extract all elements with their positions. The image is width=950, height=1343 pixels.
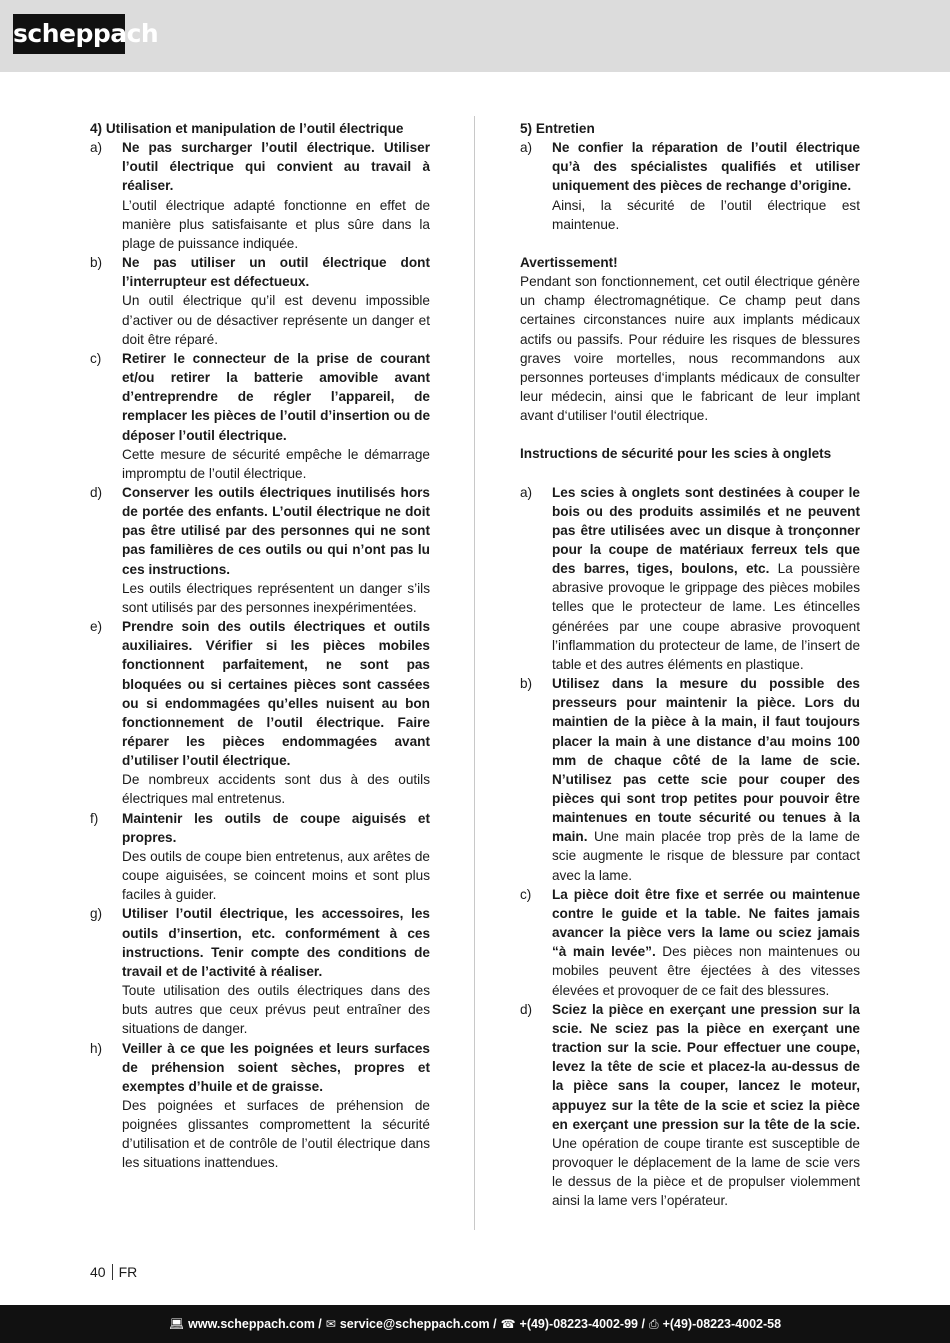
item-bold-text: Ne pas utiliser un outil électrique dont l’interrupteur est défectueux. <box>122 255 430 290</box>
footer-phone[interactable]: +(49)-08223-4002-99 / <box>519 1317 645 1331</box>
section-heading-saw: Instructions de sécurité pour les scies à onglets <box>520 446 832 462</box>
page-number-separator <box>112 1264 113 1280</box>
item-label: g) <box>90 906 103 922</box>
section-heading-maintenance: 5) Entretien <box>520 121 595 136</box>
list-item <box>90 1039 430 1173</box>
page-number-value: 40 <box>90 1264 106 1280</box>
list-item <box>90 617 430 809</box>
item-text: Un outil électrique qu’il est devenu impossible d’activer ou de désactiver représente un danger et doit être réparé. <box>122 293 430 347</box>
list-item <box>90 904 430 1038</box>
item-text: La poussière abrasive provoque le grippage des pièces mobiles telles que le protecteur de lame. Les étincelles générées par une coupe abrasive provoquent l’inflammation du protecteur de lame, de l’insert de table et des autres éléments en plastique. <box>552 561 861 672</box>
column-divider <box>474 116 475 1230</box>
item-label: b) <box>520 676 533 692</box>
item-bold-text: Retirer le connecteur de la prise de courant et/ou retirer la batterie amovible avant d’entreprendre de régler l’appareil, de remplacer les pièces de l’outil d’insertion ou de déposer l’outil électrique. <box>122 350 430 443</box>
item-label: a) <box>520 484 533 500</box>
page-number <box>90 1264 137 1280</box>
item-bold-text: Utilisez dans la mesure du possible des presseurs pour maintenir la pièce. Lors du maintien de la pièce à la main, il faut toujours placer la main à une distance d’au moins 100 mm de chaque côté de la lame de scie. N’utilisez pas cette scie pour couper des pièces qui sont trop petites pour pouvoir être maintenues en toute sécurité ou tenues à la main. <box>552 676 860 845</box>
item-text: Les outils électriques représentent un danger s’ils sont utilisés par des personnes inexpérimentées. <box>122 580 430 615</box>
item-bold-text: Veiller à ce que les poignées et leurs surfaces de préhension soient sèches, propres et exemptes d’huile et de graisse. <box>122 1040 430 1094</box>
item-bold-text: Ne pas surcharger l’outil électrique. Utiliser l’outil électrique qui convient au travail à réaliser. <box>122 140 430 194</box>
list-item <box>520 885 860 1000</box>
item-text: Des pièces non maintenues ou mobiles peuvent être éjectées à des vitesses élevées et provoquer de ce fait des blessures. <box>552 944 861 998</box>
footer-fax[interactable]: +(49)-08223-4002-58 <box>662 1317 782 1331</box>
item-bold-text: Prendre soin des outils électriques et outils auxiliaires. Vérifier si les pièces mobiles fonctionnent parfaitement, ne sont pas bloquées ou si certaines pièces sont cassées ou si endommagées qu’elles nuisent au bon fonctionnement de l’outil électrique. Faire réparer les pièces endommagées avant d’utiliser l’outil électrique. <box>122 619 430 769</box>
item-text: Toute utilisation des outils électriques dans des buts autres que ceux prévus peut entraîner des situations de danger. <box>122 983 430 1037</box>
section-heading-usage: 4) Utilisation et manipulation de l’outil électrique <box>90 121 404 136</box>
list-item <box>520 1000 860 1211</box>
item-label: e) <box>90 619 103 635</box>
item-label: a) <box>520 140 533 156</box>
list-item <box>90 809 430 905</box>
phone-icon: ☎︎ <box>500 1317 516 1331</box>
item-bold-text: La pièce doit être fixe et serrée ou maintenue contre le guide et la table. Ne faites jamais avancer la pièce vers la lame ou sciez jamais “à main levée”. <box>552 886 860 960</box>
item-label: h) <box>90 1040 103 1056</box>
item-bold-text: Conserver les outils électriques inutilisés hors de portée des enfants. L’outil électrique ne doit pas être utilisé par des personnes qui ne sont pas familières de ces outils ou qui n’ont pas lu ces instructions. <box>122 484 430 577</box>
item-text: Des outils de coupe bien entretenus, aux arêtes de coupe aiguisées, se coincent moins et sont plus faciles à guider. <box>122 848 430 903</box>
item-text: Une opération de coupe tirante est susceptible de provoquer le déplacement de la lame de scie vers le dessus de la pièce et de propulser violemment ainsi la lame vers l’opérateur. <box>552 1135 860 1209</box>
item-text: Une main placée trop près de la lame de scie augmente le risque de blessure par contact avec la lame. <box>552 829 860 883</box>
list-item <box>90 483 430 617</box>
warning-title: Avertissement! <box>520 254 618 270</box>
item-text: Des poignées et surfaces de préhension de poignées glissantes compromettent la sécurité d’utilisation et de contrôle de l’outil électrique dans les situations inattendues. <box>122 1097 430 1171</box>
list-item <box>520 483 860 675</box>
footer-email[interactable]: service@scheppach.com / <box>339 1317 497 1331</box>
item-label: c) <box>90 350 102 366</box>
item-bold-text: Ne confier la réparation de l’outil électrique qu’à des spécialistes qualifiés et utiliser uniquement des pièces de rechange d’origine. <box>552 140 860 194</box>
language-code: FR <box>118 1264 138 1280</box>
right-column <box>520 119 860 1210</box>
list-item <box>90 138 430 253</box>
item-label: d) <box>520 1001 533 1017</box>
item-bold-text: Sciez la pièce en exerçant une pression sur la scie. Ne sciez pas la pièce en exerçant une traction sur la scie. Pour effectuer une coupe, levez la tête de scie et placez-la au-dessus de la pièce sans la couper, lancez le moteur, appuyez sur la tête de la scie et sciez la pièce en exerçant une pression sur la tête de la scie. <box>552 1001 860 1132</box>
left-column <box>90 119 430 1173</box>
item-bold-text: Maintenir les outils de coupe aiguisés et propres. <box>122 810 430 845</box>
item-label: d) <box>90 484 103 500</box>
item-bold-text: Utiliser l’outil électrique, les accessoires, les outils d’insertion, etc. conformément à ces instructions. Tenir compte des conditions de travail et de l’activité à réaliser. <box>122 906 430 979</box>
envelope-icon: ✉︎ <box>325 1317 336 1331</box>
item-text: Ainsi, la sécurité de l’outil électrique est maintenue. <box>552 197 860 232</box>
footer-website[interactable]: www.scheppach.com / <box>188 1317 322 1331</box>
computer-icon: 💻︎ <box>168 1317 185 1331</box>
item-text: Cette mesure de sécurité empêche le démarrage impromptu de l’outil électrique. <box>122 446 430 481</box>
warning-text: Pendant son fonctionnement, cet outil électrique génère un champ électromagnétique. Ce champ peut dans certaines circonstances nuire aux implants médicaux actifs ou passifs. Pour réduire les risques de blessures graves voire mortelles, nous recommandons aux personnes porteuses d‘implants médicaux de consulter leur médecin, ainsi que le fabricant de leur implant avant d‘utiliser l‘outil électrique. <box>520 274 860 424</box>
brand-logo: scheppach <box>13 14 125 54</box>
fax-icon: ⎙ <box>648 1317 659 1331</box>
list-item <box>90 349 430 483</box>
item-label: f) <box>90 810 99 826</box>
page-header <box>0 0 950 72</box>
list-item <box>520 138 860 234</box>
list-item <box>90 253 430 349</box>
item-bold-text: Les scies à onglets sont destinées à couper le bois ou des produits assimilés et ne peuvent pas être utilisées avec un disque à tronçonner pour la coupe de matériaux ferreux tels que des barres, tiges, boulons, etc. <box>552 484 860 577</box>
item-text: L’outil électrique adapté fonctionne en effet de manière plus satisfaisante et plus sûre dans la plage de puissance indiquée. <box>122 197 430 251</box>
item-label: c) <box>520 886 532 902</box>
page-footer <box>0 1305 950 1343</box>
item-label: a) <box>90 140 103 156</box>
list-item <box>520 674 860 885</box>
item-text: De nombreux accidents sont dus à des outils électriques mal entretenus. <box>122 772 430 807</box>
item-label: b) <box>90 255 103 271</box>
